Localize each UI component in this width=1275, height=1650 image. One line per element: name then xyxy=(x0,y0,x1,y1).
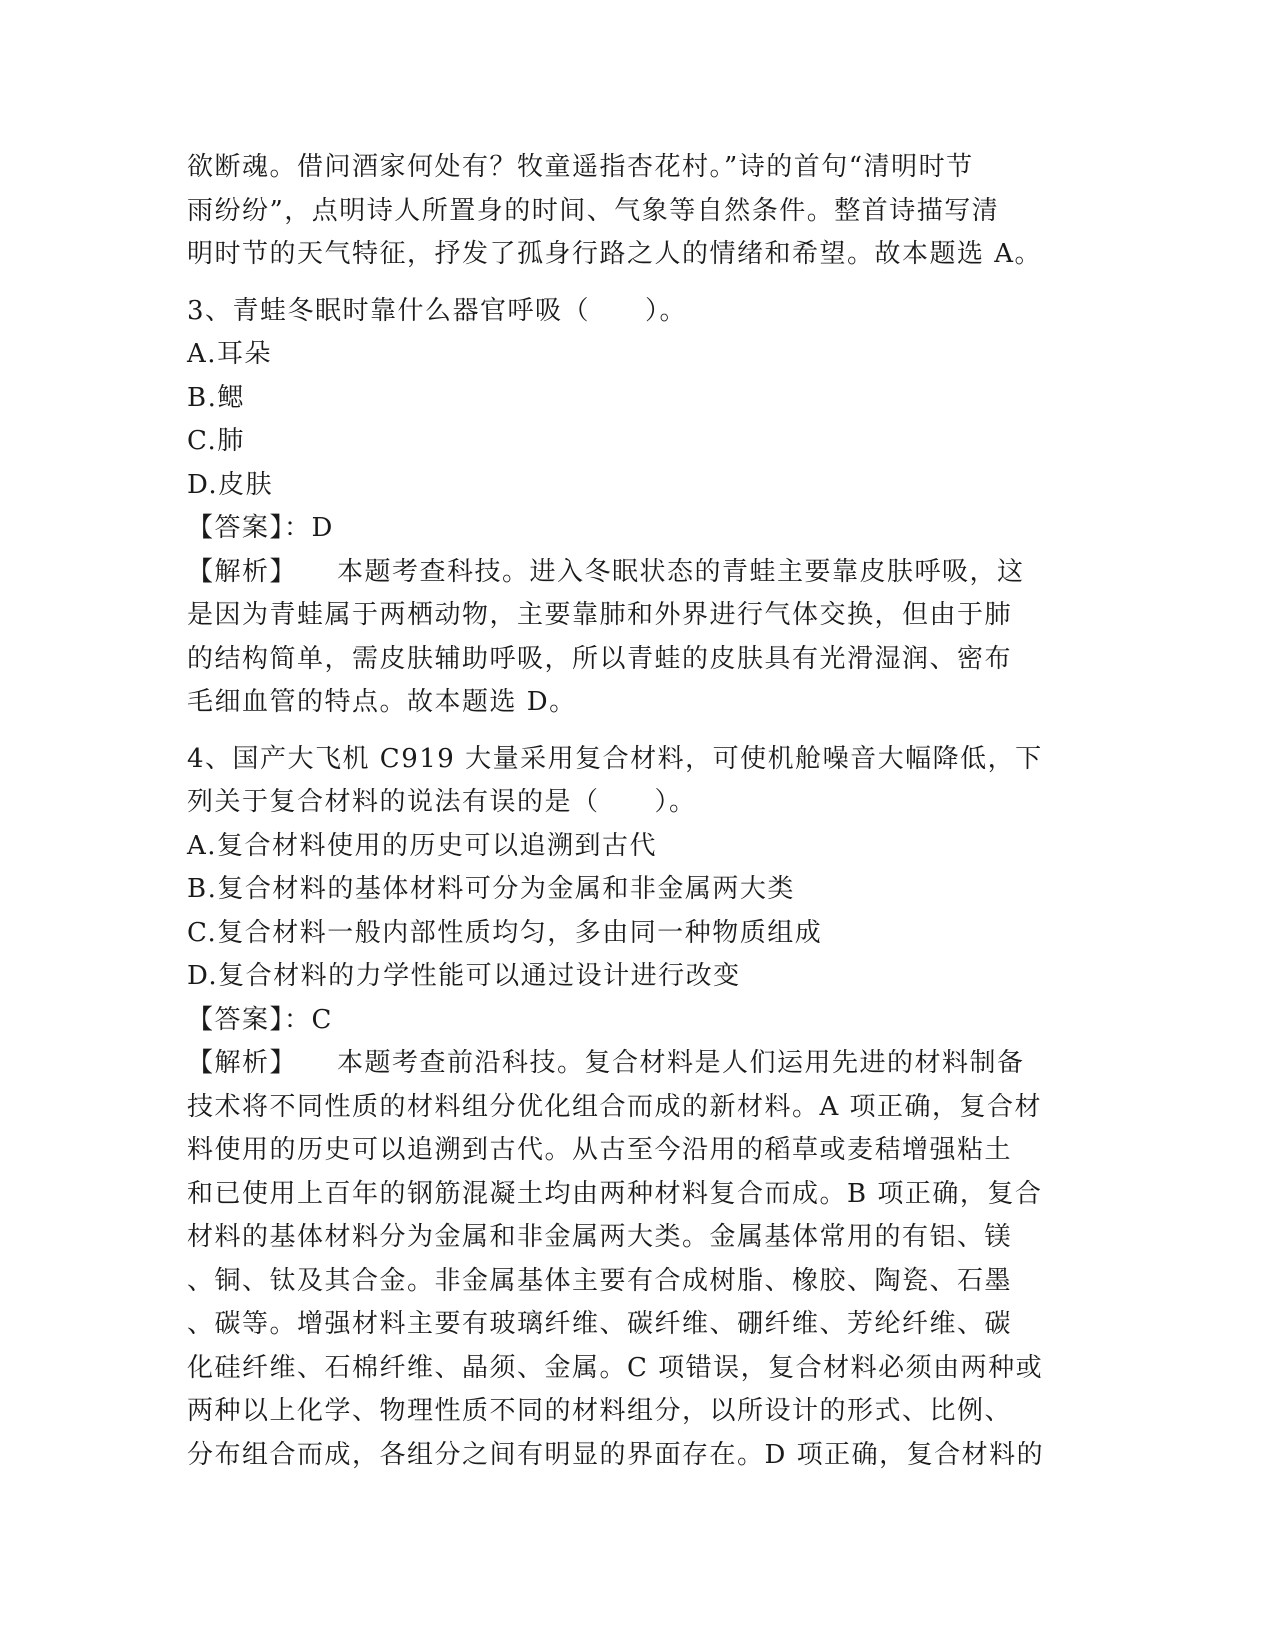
answer-value: D xyxy=(311,513,334,543)
question-text: 3、青蛙冬眠时靠什么器官呼吸（ ）。 xyxy=(187,295,688,326)
question-text: 列关于复合材料的说法有误的是（ ）。 xyxy=(187,787,697,817)
analysis-text: 毛细血管的特点。故本题选 D。 xyxy=(187,687,577,717)
analysis-text: 材料的基体材料分为金属和非金属两大类。金属基体常用的有铝、镁 xyxy=(187,1222,1013,1252)
text-line: 欲断魂。借问酒家何处有？牧童遥指杏花村。”诗的首句“清明时节 xyxy=(187,152,974,182)
answer-line xyxy=(187,507,1087,551)
analysis-text: 、碳等。增强材料主要有玻璃纤维、碳纤维、硼纤维、芳纶纤维、碳 xyxy=(187,1309,1013,1339)
analysis-line xyxy=(187,551,1087,595)
analysis-text: 料使用的历史可以追溯到古代。从古至今沿用的稻草或麦秸增强粘土 xyxy=(187,1135,1013,1165)
answer-line xyxy=(187,999,1087,1043)
text-line: 明时节的天气特征，抒发了孤身行路之人的情绪和希望。故本题选 A。 xyxy=(187,239,1043,269)
analysis-text: 本题考查科技。进入冬眠状态的青蛙主要靠皮肤呼吸，这 xyxy=(337,556,1025,587)
analysis-text: 分布组合而成，各组分之间有明显的界面存在。D 项正确，复合材料的 xyxy=(187,1439,1045,1470)
analysis-text: 本题考查前沿科技。复合材料是人们运用先进的材料制备 xyxy=(337,1048,1025,1078)
answer-label: 【答案】： xyxy=(187,1004,312,1035)
answer-value: C xyxy=(311,1004,333,1035)
analysis-text: 、铜、钛及其合金。非金属基体主要有合成树脂、橡胶、陶瓷、石墨 xyxy=(187,1265,1013,1296)
question-3 xyxy=(187,290,1087,725)
answer-label: 【答案】： xyxy=(187,513,312,543)
previous-analysis-continuation xyxy=(187,146,1087,277)
option-a: A.耳朵 xyxy=(187,339,273,369)
analysis-label: 【解析】 xyxy=(187,1048,298,1078)
analysis-text: 的结构简单，需皮肤辅助呼吸，所以青蛙的皮肤具有光滑湿润、密布 xyxy=(187,643,1013,674)
analysis-text: 化硅纤维、石棉纤维、晶须、金属。C 项错误，复合材料必须由两种或 xyxy=(187,1352,1044,1383)
question-text: 4、国产大飞机 C919 大量采用复合材料，可使机舱噪音大幅降低，下 xyxy=(187,743,1043,774)
analysis-text: 是因为青蛙属于两栖动物，主要靠肺和外界进行气体交换，但由于肺 xyxy=(187,600,1013,630)
option-c: C.肺 xyxy=(187,426,245,456)
document-page xyxy=(187,146,1087,1477)
option-c: C.复合材料一般内部性质均匀，多由同一种物质组成 xyxy=(187,917,823,948)
analysis-text: 两种以上化学、物理性质不同的材料组分，以所设计的形式、比例、 xyxy=(187,1396,1013,1426)
option-d: D.皮肤 xyxy=(187,469,274,500)
text-line: 雨纷纷”，点明诗人所置身的时间、气象等自然条件。整首诗描写清 xyxy=(187,195,1000,226)
analysis-text: 技术将不同性质的材料组分优化组合而成的新材料。A 项正确，复合材 xyxy=(187,1091,1043,1122)
analysis-text: 和已使用上百年的钢筋混凝土均由两种材料复合而成。B 项正确，复合 xyxy=(187,1178,1043,1209)
option-a: A.复合材料使用的历史可以追溯到古代 xyxy=(187,830,658,861)
analysis-line xyxy=(187,1042,1087,1086)
question-4 xyxy=(187,738,1087,1478)
analysis-label: 【解析】 xyxy=(187,556,298,587)
option-b: B.鳃 xyxy=(187,382,245,413)
option-b: B.复合材料的基体材料可分为金属和非金属两大类 xyxy=(187,874,795,904)
option-d: D.复合材料的力学性能可以通过设计进行改变 xyxy=(187,961,741,991)
